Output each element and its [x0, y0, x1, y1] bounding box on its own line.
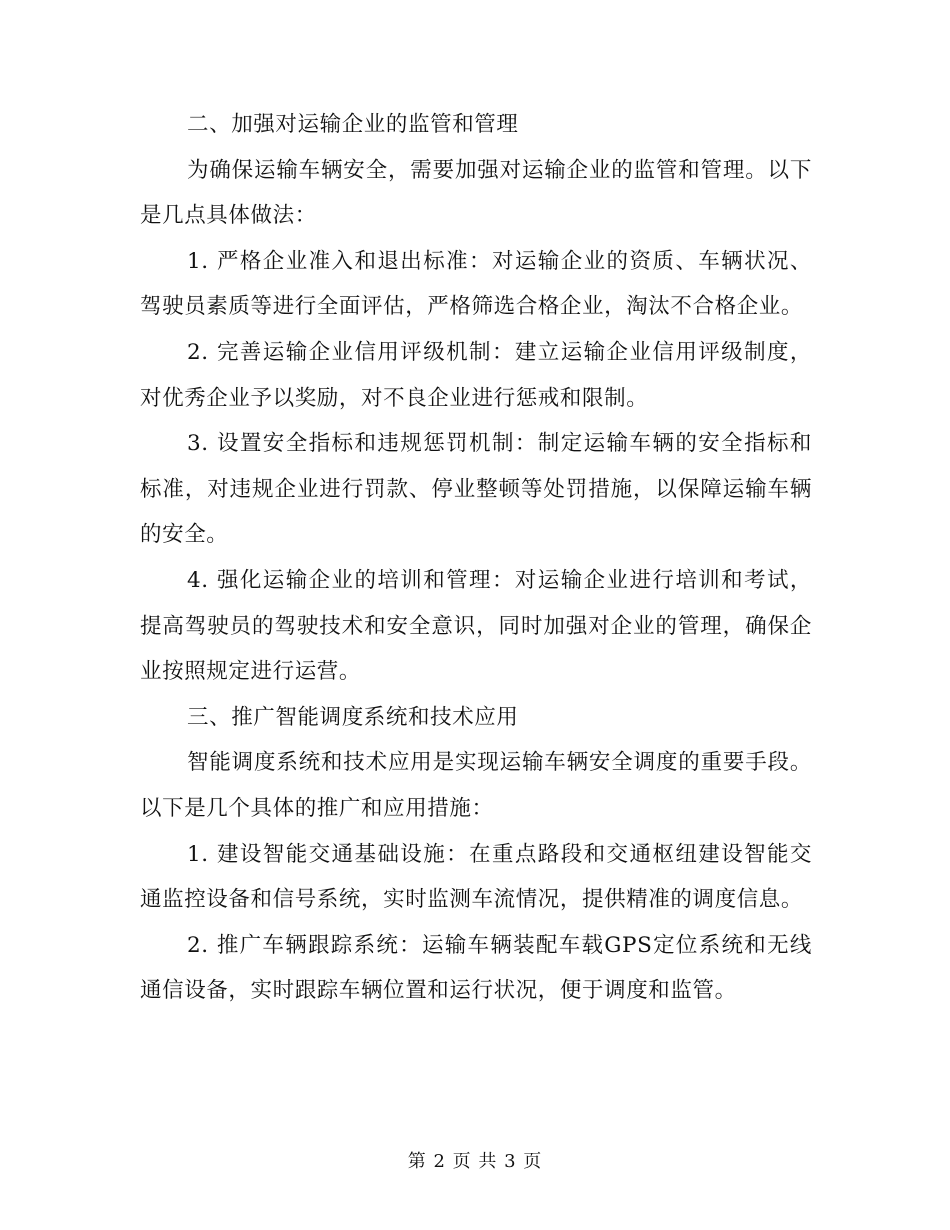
paragraph-intro-3: 智能调度系统和技术应用是实现运输车辆安全调度的重要手段。以下是几个具体的推广和应用措施： [140, 750, 812, 821]
page-footer: 第 2 页 共 3 页 [407, 1151, 543, 1172]
list-item-3-1: 1. 建设智能交通基础设施：在重点路段和交通枢纽建设智能交通监控设备和信号系统，实时监测车流情况，提供精准的调度信息。 [140, 841, 812, 913]
list-item-2-3: 3. 设置安全指标和违规惩罚机制：制定运输车辆的安全指标和标准，对违规企业进行罚款、停业整顿等处罚措施，以保障运输车辆的安全。 [140, 431, 812, 548]
section-heading-3: 三、推广智能调度系统和技术应用 [187, 704, 519, 730]
paragraph-intro-2: 为确保运输车辆安全，需要加强对运输企业的监管和管理。以下是几点具体做法： [140, 157, 812, 229]
document-body [140, 102, 812, 1014]
list-item-2-1: 1. 严格企业准入和退出标准：对运输企业的资质、车辆状况、驾驶员素质等进行全面评估，严格筛选合格企业，淘汰不合格企业。 [140, 248, 812, 320]
list-item-2-4: 4. 强化运输企业的培训和管理：对运输企业进行培训和考试，提高驾驶员的驾驶技术和安全意识，同时加强对企业的管理，确保企业按照规定进行运营。 [140, 567, 812, 685]
list-item-2-2: 2. 完善运输企业信用评级机制：建立运输企业信用评级制度，对优秀企业予以奖励，对不良企业进行惩戒和限制。 [140, 339, 812, 411]
list-item-3-2: 2. 推广车辆跟踪系统：运输车辆装配车载GPS定位系统和无线通信设备，实时跟踪车辆位置和运行状况，便于调度和监管。 [140, 932, 812, 1004]
section-heading-2: 二、加强对运输企业的监管和管理 [187, 112, 519, 137]
